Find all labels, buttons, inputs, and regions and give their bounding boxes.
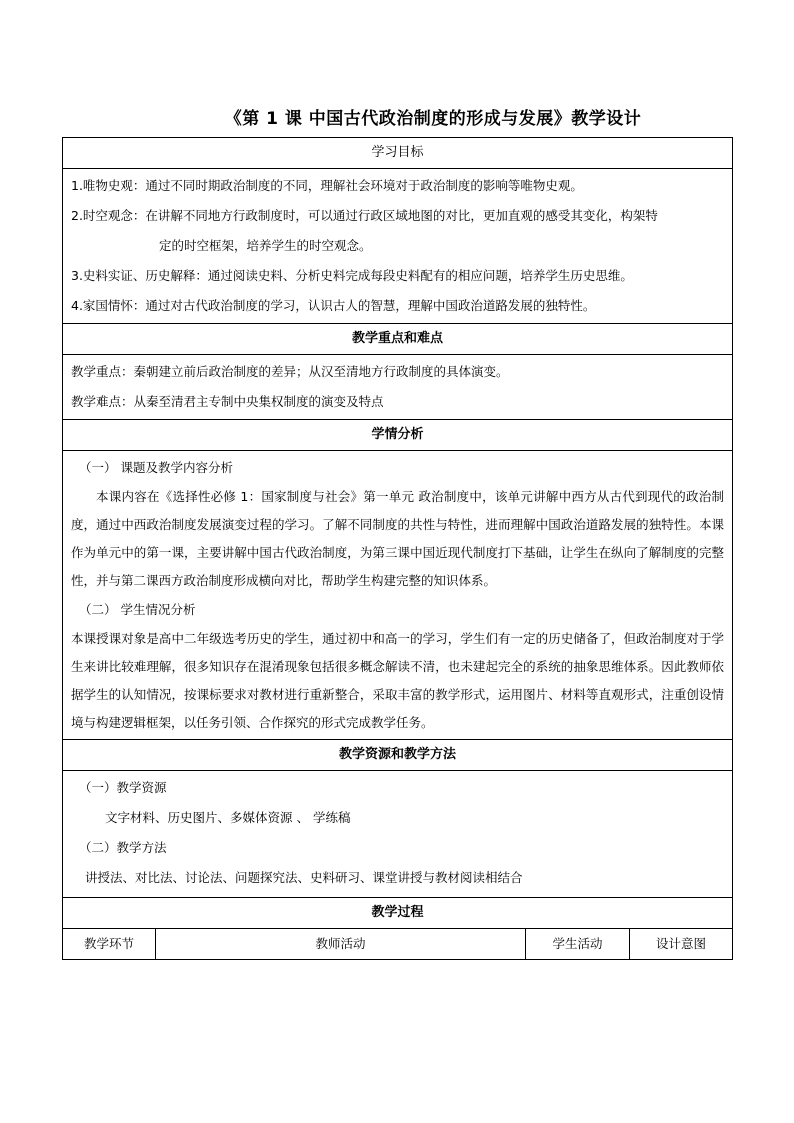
- focus-body: [63, 355, 733, 420]
- goal-item: 3.史料实证、历史解释：通过阅读史料、分析史料完成每段史料配有的相应问题，培养学生历史思维。: [71, 268, 633, 283]
- column-teacher-activity: 教师活动: [156, 929, 526, 960]
- goal-item: 4.家国情怀：通过对古代政治制度的学习，认识古人的智慧，理解中国政治道路发展的独特性。: [71, 298, 596, 313]
- content-analysis-title: （一） 课题及教学内容分析: [79, 460, 233, 475]
- focus-header: 教学重点和难点: [63, 324, 733, 355]
- difficulty: 教学难点：从秦至清君主专制中央集权制度的演变及特点: [71, 394, 384, 409]
- goal-item: 1.唯物史观：通过不同时期政治制度的不同，理解社会环境对于政治制度的影响等唯物史观。: [71, 178, 583, 193]
- methods-title: （二）教学方法: [79, 840, 167, 855]
- analysis-header: 学情分析: [63, 420, 733, 451]
- student-analysis-title: （二） 学生情况分析: [79, 602, 196, 617]
- student-analysis-text: 本课授课对象是高中二年级选考历史的学生，通过初中和高一的学习，学生们有一定的历史储备了，但政治制度对于学生来讲比较难理解，很多知识存在混淆现象包括很多概念解读不清，也未建起完全的系统的抽象思维体系。因此教师依据学生的认知情况，按课标要求对教材进行重新整合，采取丰富的教学形式，运用图片、材料等直观形式，注重创设情境与构建逻辑框架，以任务引领、合作探究的形式完成教学任务。: [71, 631, 725, 730]
- content-analysis-text: 本课内容在《选择性必修 1：国家制度与社会》第一单元 政治制度中，该单元讲解中西方从古代到现代的政治制度，通过中西政治制度发展演变过程的学习。了解不同制度的共性与特性，进而理解中国政治道路发展的独特性。本课作为单元中的第一课，主要讲解中国古代政治制度，为第三课中国近现代制度打下基础，让学生在纵向了解制度的完整性，并与第二课西方政治制度形成横向对比，帮助学生构建完整的知识体系。: [71, 489, 725, 588]
- key-point: 教学重点：秦朝建立前后政治制度的差异；从汉至清地方行政制度的具体演变。: [71, 364, 509, 379]
- resources-header: 教学资源和教学方法: [63, 740, 733, 771]
- methods-text: 讲授法、对比法、讨论法、问题探究法、史料研习、课堂讲授与教材阅读相结合: [85, 870, 523, 885]
- process-header: 教学过程: [63, 898, 733, 929]
- goals-body: [63, 169, 733, 324]
- resources-body: [63, 771, 733, 898]
- analysis-body: [63, 451, 733, 740]
- resources-text: 文字材料、历史图片、多媒体资源 、 学练稿: [105, 810, 351, 825]
- goal-item: 2.时空观念：在讲解不同地方行政制度时，可以通过行政区域地图的对比，更加直观的感受其变化，构架特: [71, 208, 658, 223]
- goals-header: 学习目标: [63, 138, 733, 169]
- lesson-plan-table: [62, 137, 733, 960]
- document-title: 《第 1 课 中国古代政治制度的形成与发展》教学设计: [224, 109, 642, 129]
- column-design-intent: 设计意图: [630, 929, 733, 960]
- column-student-activity: 学生活动: [526, 929, 630, 960]
- goal-item-continued: 定的时空框架，培养学生的时空观念。: [159, 238, 372, 253]
- resources-title: （一）教学资源: [79, 780, 167, 795]
- column-teaching-stage: 教学环节: [63, 929, 156, 960]
